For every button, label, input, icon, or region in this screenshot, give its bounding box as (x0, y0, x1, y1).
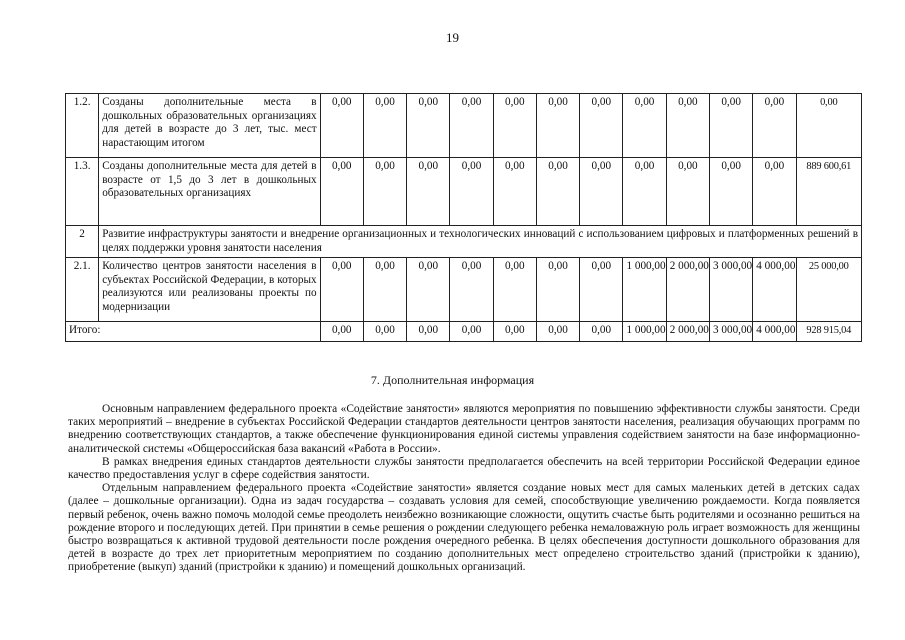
value-cell: 0,00 (753, 158, 796, 226)
total-label: Итого: (66, 322, 321, 342)
row-label: Созданы дополнительные места в дошкольных образовательных организациях для детей в возрасте до 3 лет, тыс. мест нарастающим итогом (99, 94, 320, 158)
financing-table (65, 93, 862, 342)
value-cell: 0,00 (666, 94, 709, 158)
total-value-cell: 0,00 (407, 322, 450, 342)
value-cell: 0,00 (450, 94, 493, 158)
value-cell: 0,00 (493, 158, 536, 226)
table-row (66, 94, 862, 158)
total-value-cell: 2 000,00 (666, 322, 709, 342)
value-cell: 1 000,00 (623, 258, 666, 322)
total-value-cell: 3 000,00 (709, 322, 752, 342)
paragraph: Основным направлением федерального проекта «Содействие занятости» являются мероприятия по повышению эффективности службы занятости. Среди таких мероприятий – внедрение в субъектах Российской Федерации стандартов деятельности центров занятости населения, реализация обучающих программ по внедрению соответствующих стандартов, а также обеспечение функционирования единой системы управления содействием занятости на базе информационно-аналитической системы «Общероссийская база вакансий «Работа в России». (68, 403, 860, 455)
value-cell: 0,00 (580, 158, 623, 226)
value-cell: 0,00 (536, 258, 579, 322)
value-cell: 0,00 (450, 158, 493, 226)
value-cell: 0,00 (407, 94, 450, 158)
value-cell: 2 000,00 (666, 258, 709, 322)
paragraph: Отдельным направлением федерального проекта «Содействие занятости» является создание новых мест для самых маленьких детей в детских садах (далее – дошкольные организации). Одна из задач государства – создавать условия для семей, способствующие увеличению рождаемости. Когда появляется первый ребенок, очень важно помочь молодой семье преодолеть неизбежно возникающие сложности, ощутить счастье быть родителями и осознанно решиться на рождение второго и последующих детей. При принятии в семье решения о рождении следующего ребенка немаловажную роль играет возможность для женщины быстро возвращаться к активной трудовой деятельности после рождения очередного ребенка. В целях обеспечения доступности дошкольного образования для детей в возрасте до трех лет приоритетным мероприятием по созданию дополнительных мест определено строительство зданий (пристройки к зданию), приобретение (выкуп) зданий (пристройки к зданию) и помещений дошкольных организаций. (68, 482, 860, 574)
total-value-cell: 0,00 (536, 322, 579, 342)
row-number: 2 (66, 226, 99, 258)
value-cell: 889 600,61 (796, 158, 861, 226)
total-value-cell: 928 915,04 (796, 322, 861, 342)
total-row (66, 322, 862, 342)
value-cell: 0,00 (536, 94, 579, 158)
value-cell: 0,00 (320, 258, 363, 322)
value-cell: 3 000,00 (709, 258, 752, 322)
value-cell: 0,00 (709, 158, 752, 226)
table-row (66, 258, 862, 322)
table-row (66, 226, 862, 258)
section-row-label: Развитие инфраструктуры занятости и внедрение организационных и технологических инноваций с использованием цифровых и платформенных решений в целях поддержки уровня занятости населения (99, 226, 862, 258)
value-cell: 0,00 (666, 158, 709, 226)
value-cell: 0,00 (450, 258, 493, 322)
value-cell: 0,00 (493, 258, 536, 322)
value-cell: 0,00 (623, 158, 666, 226)
total-value-cell: 0,00 (493, 322, 536, 342)
value-cell: 0,00 (709, 94, 752, 158)
value-cell: 0,00 (623, 94, 666, 158)
value-cell: 0,00 (536, 158, 579, 226)
body-text (68, 403, 860, 575)
row-label: Количество центров занятости населения в субъектах Российской Федерации, в которых реализуются или реализованы проекты по модернизации (99, 258, 320, 322)
total-value-cell: 0,00 (363, 322, 406, 342)
value-cell: 25 000,00 (796, 258, 861, 322)
page-number: 19 (446, 30, 459, 45)
value-cell: 0,00 (580, 258, 623, 322)
value-cell: 0,00 (363, 158, 406, 226)
value-cell: 0,00 (580, 94, 623, 158)
total-value-cell: 0,00 (320, 322, 363, 342)
value-cell: 0,00 (796, 94, 861, 158)
value-cell: 0,00 (320, 94, 363, 158)
total-value-cell: 0,00 (580, 322, 623, 342)
value-cell: 0,00 (753, 94, 796, 158)
row-label: Созданы дополнительные места для детей в возрасте от 1,5 до 3 лет в дошкольных образовательных организациях (99, 158, 320, 226)
section-title: 7. Дополнительная информация (370, 373, 535, 387)
total-value-cell: 0,00 (450, 322, 493, 342)
value-cell: 0,00 (407, 258, 450, 322)
paragraph: В рамках внедрения единых стандартов деятельности службы занятости предполагается обеспечить на всей территории Российской Федерации единое качество предоставления услуг в сфере содействия занятости. (68, 455, 860, 482)
value-cell: 0,00 (493, 94, 536, 158)
value-cell: 0,00 (320, 158, 363, 226)
total-value-cell: 4 000,00 (753, 322, 796, 342)
value-cell: 4 000,00 (753, 258, 796, 322)
value-cell: 0,00 (363, 258, 406, 322)
total-value-cell: 1 000,00 (623, 322, 666, 342)
table-row (66, 158, 862, 226)
row-number: 1.2. (66, 94, 99, 158)
row-number: 2.1. (66, 258, 99, 322)
value-cell: 0,00 (363, 94, 406, 158)
row-number: 1.3. (66, 158, 99, 226)
table-body (66, 94, 862, 342)
value-cell: 0,00 (407, 158, 450, 226)
